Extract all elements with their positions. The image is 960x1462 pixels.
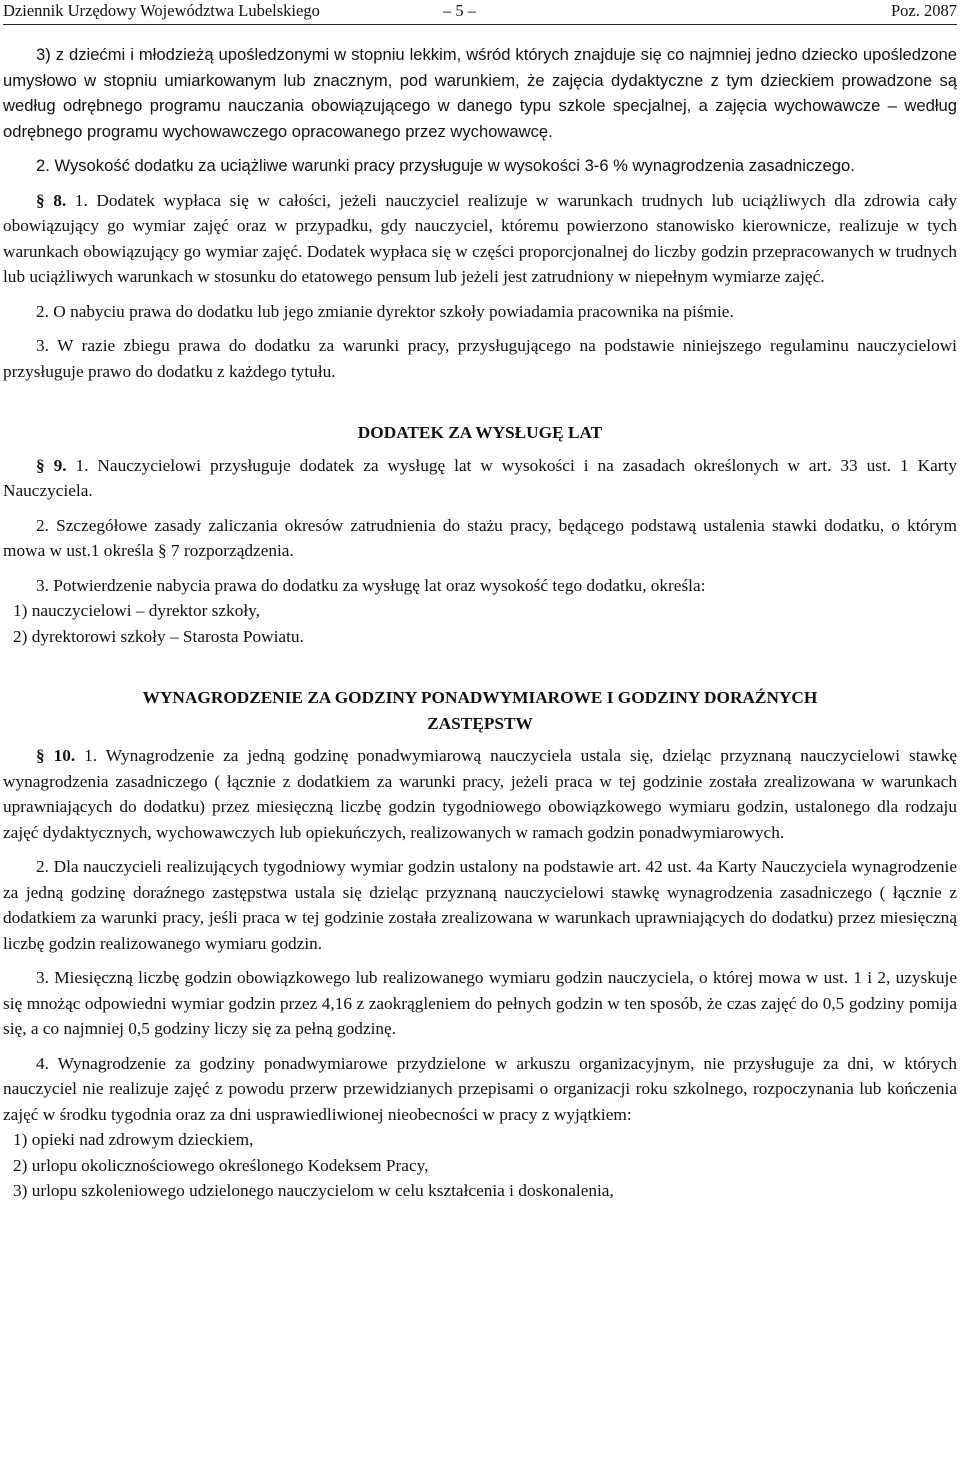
section-10-p1-text: 1. Wynagrodzenie za jedną godzinę ponadwymiarową nauczyciela ustala się, dzieląc przyznaną nauczycielowi stawkę wynagrodzenia zasadniczego ( łącznie z dodatkiem za warunki pracy, jeżeli praca w tej godzinie została zrealizowana w warunkach uprawniających do dodatku) przez miesięczną liczbę godzin tygodniowego obowiązkowego wymiaru godzin, ustalonego dla rodzaju zajęć dydaktycznych, wychowawczych lub opiekuńczych, realizowanych w ramach godzin ponadwymiarowych. [3,746,957,842]
section-10-p1 [3,743,957,845]
paragraph-2-uciazliwe: 2. Wysokość dodatku za uciążliwe warunki pracy przysługuje w wysokości 3-6 % wynagrodzenia zasadniczego. [36,156,855,175]
section-8-p3: 3. W razie zbiegu prawa do dodatku za warunki pracy, przysługującego na podstawie niniejszego regulaminu nauczycielowi przysługuje prawo do dodatku z każdego tytułu. [3,336,957,381]
page-number: – 5 – [443,1,476,20]
section-10-p4: 4. Wynagrodzenie za godziny ponadwymiarowe przydzielone w arkuszu organizacyjnym, nie przysługuje za dni, w których nauczyciel nie realizuje zajęć z powodu przerw przewidzianych przepisami o organizacji roku szkolnego, rozpoczynania lub kończenia zajęć w środku tygodnia oraz za dni usprawiedliwionej nieobecności w pracy z wyjątkiem: [3,1053,957,1124]
section-9-p2: 2. Szczegółowe zasady zaliczania okresów zatrudnienia do stażu pracy, będącego podstawą ustalenia stawki dodatku, o którym mowa w ust.1 określa § 7 rozporządzenia. [3,515,957,560]
section-9-p1-text: 1. Nauczycielowi przysługuje dodatek za wysługę lat w wysokości i na zasadach określonych w art. 33 ust. 1 Karty Nauczyciela. [3,455,958,500]
section-10-item-2: 2) urlopu okolicznościowego określonego Kodeksem Pracy, [13,1155,429,1175]
heading-ponadwymiarowe-line2: ZASTĘPSTW [427,713,533,733]
section-8-p2: 2. O nabyciu prawa do dodatku lub jego zmianie dyrektor szkoły powiadamia pracownika na piśmie. [36,301,734,321]
position-number: Poz. 2087 [891,1,957,20]
page-header [3,0,957,25]
journal-title: Dziennik Urzędowy Województwa Lubelskiego [3,1,320,20]
section-9-number: § 9. [36,455,67,475]
section-9-item-2: 2) dyrektorowi szkoły – Starosta Powiatu. [13,626,304,646]
section-8-p1-text: 1. Dodatek wypłaca się w całości, jeżeli nauczyciel realizuje w warunkach trudnych lub uciążliwych dla zdrowia cały obowiązujący go wymiar zajęć oraz w przypadku, gdy nauczyciel, któremu powierzono stanowisko kierownicze, realizuje w tych warunkach obowiązujący go wymiar zajęć. Dodatek wypłaca się w części proporcjonalnej do liczby godzin przepracowanych w trudnych lub uciążliwych warunkach w stosunku do etatowego pensum lub jeżeli jest zatrudniony w niepełnym wymiarze zajęć. [3,190,958,286]
section-10-item-1: 1) opieki nad zdrowym dzieckiem, [13,1130,254,1149]
section-8-number: § 8. [36,190,67,210]
document-body [3,42,957,1204]
section-10-p2: 2. Dla nauczycieli realizujących tygodniowy wymiar godzin ustalony na podstawie art. 42 ust. 4a Karty Nauczyciela wynagrodzenie za jedną godzinę doraźnego zastępstwa ustala się dzieląc przyznaną nauczycielowi stawkę wynagrodzenia zasadniczego ( łącznie z dodatkiem za warunki pracy, jeśli praca w tej godzinie została zrealizowana w warunkach uprawniających do dodatku) przez miesięczną liczbę godzin realizowanego wymiaru godzin. [3,857,957,953]
section-10-p3: 3. Miesięczną liczbę godzin obowiązkowego lub realizowanego wymiaru godzin nauczyciela, o której mowa w ust. 1 i 2, uzyskuje się mnożąc odpowiedni wymiar godzin przez 4,16 z zaokrągleniem do pełnych godzin w ten sposób, że czas zajęć do 0,5 godziny pomija się, a co najmniej 0,5 godziny liczy się za pełną godzinę. [3,968,957,1038]
section-8-p1 [3,188,957,290]
paragraph-intro-3: 3) z dziećmi i młodzieżą upośledzonymi w stopniu lekkim, wśród których znajduje się co najmniej jedno dziecko upośledzone umysłowo w stopniu umiarkowanym lub znacznym, pod warunkiem, że zajęcia dydaktyczne z tym dzieckiem prowadzone są według odrębnego programu nauczania obowiązującego w danego typu szkole specjalnej, a zajęcia wychowawcze – według odrębnego programu wychowawczego opracowanego przez wychowawcę. [3,45,957,141]
section-10-number: § 10. [36,746,76,765]
section-9-item-1: 1) nauczycielowi – dyrektor szkoły, [13,601,260,620]
section-9-p3: 3. Potwierdzenie nabycia prawa do dodatku za wysługę lat oraz wysokość tego dodatku, określa: [36,575,706,595]
section-10-item-3: 3) urlopu szkoleniowego udzielonego nauczycielom w celu kształcenia i doskonalenia, [13,1181,614,1200]
heading-ponadwymiarowe-line1: WYNAGRODZENIE ZA GODZINY PONADWYMIAROWE I GODZINY DORAŹNYCH [142,688,818,707]
section-9-p1 [3,453,957,504]
heading-wyslugi-lat: DODATEK ZA WYSŁUGĘ LAT [357,423,603,442]
